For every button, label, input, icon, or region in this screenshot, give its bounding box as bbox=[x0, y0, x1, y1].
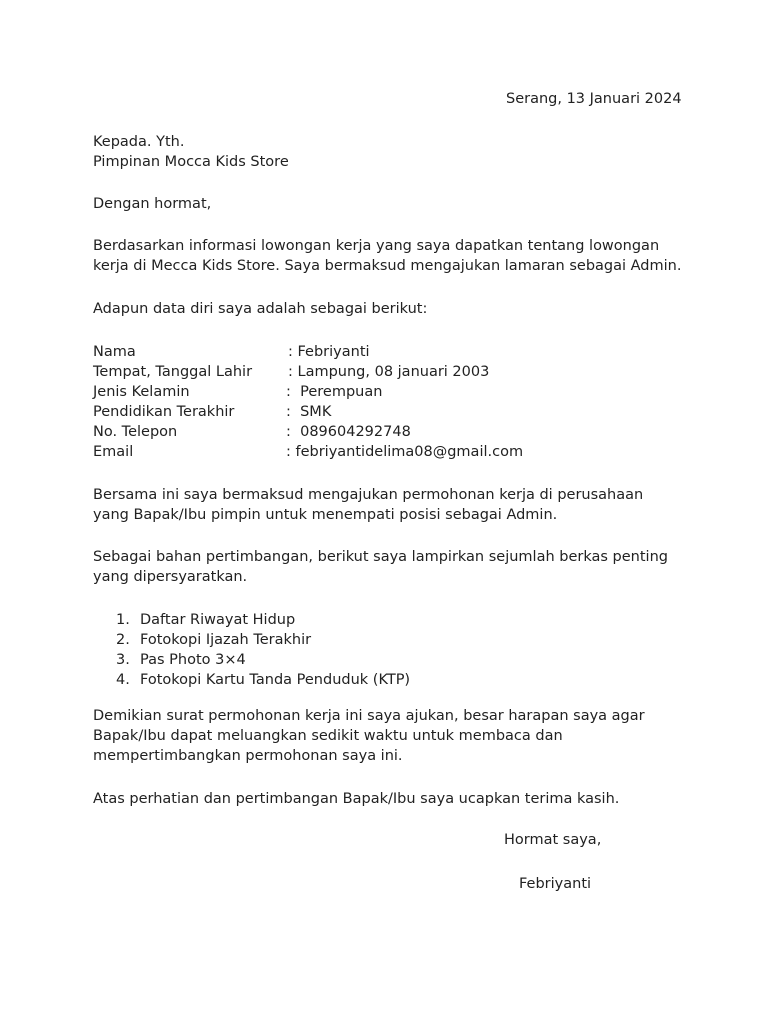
field-value: : SMK bbox=[286, 404, 332, 420]
recipient-block bbox=[93, 132, 693, 172]
field-label: Tempat, Tanggal Lahir bbox=[93, 364, 253, 380]
list-number: 1. bbox=[116, 612, 130, 628]
list-item bbox=[116, 630, 311, 650]
list-number: 2. bbox=[116, 632, 130, 648]
thanks-line: Atas perhatian dan pertimbangan Bapak/Ibu saya ucapkan terima kasih. bbox=[93, 791, 620, 807]
paragraph-line: yang Bapak/Ibu pimpin untuk menempati posisi sebagai Admin. bbox=[93, 507, 558, 523]
closing-paragraph bbox=[93, 706, 693, 766]
list-text: Fotokopi Kartu Tanda Penduduk (KTP) bbox=[140, 672, 411, 688]
sign-off: Hormat saya, bbox=[504, 832, 602, 848]
field-label: No. Telepon bbox=[93, 424, 178, 440]
place-date: Serang, 13 Januari 2024 bbox=[506, 91, 682, 107]
field-label: Jenis Kelamin bbox=[93, 384, 190, 400]
data-intro: Adapun data diri saya adalah sebagai berikut: bbox=[93, 301, 428, 317]
paragraph-line: mempertimbangkan permohonan saya ini. bbox=[93, 748, 403, 764]
field-row-name bbox=[93, 342, 693, 362]
field-label: Pendidikan Terakhir bbox=[93, 404, 235, 420]
list-text: Pas Photo 3×4 bbox=[140, 652, 246, 668]
paragraph-line: Demikian surat permohonan kerja ini saya ajukan, besar harapan saya agar bbox=[93, 708, 645, 724]
list-item bbox=[116, 670, 410, 690]
opening-paragraph bbox=[93, 236, 693, 276]
salutation: Dengan hormat, bbox=[93, 196, 212, 212]
field-value: : 089604292748 bbox=[286, 424, 411, 440]
list-text: Fotokopi Ijazah Terakhir bbox=[140, 632, 312, 648]
paragraph-line: Bersama ini saya bermaksud mengajukan permohonan kerja di perusahaan bbox=[93, 487, 644, 503]
attachments-intro bbox=[93, 547, 693, 587]
list-item bbox=[116, 650, 246, 670]
paragraph-line: Sebagai bahan pertimbangan, berikut saya lampirkan sejumlah berkas penting bbox=[93, 549, 668, 565]
recipient-name: Pimpinan Mocca Kids Store bbox=[93, 154, 289, 170]
list-number: 3. bbox=[116, 652, 130, 668]
paragraph-line: yang dipersyaratkan. bbox=[93, 569, 248, 585]
list-text: Daftar Riwayat Hidup bbox=[140, 612, 296, 628]
field-label: Nama bbox=[93, 344, 136, 360]
recipient-greeting: Kepada. Yth. bbox=[93, 134, 185, 150]
list-item bbox=[116, 610, 295, 630]
paragraph-line: Bapak/Ibu dapat meluangkan sedikit waktu untuk membaca dan bbox=[93, 728, 563, 744]
field-row-birth bbox=[93, 362, 693, 382]
field-value: : febriyantidelima08@gmail.com bbox=[286, 444, 524, 460]
field-row-email bbox=[93, 442, 693, 462]
field-row-gender bbox=[93, 382, 693, 402]
field-value: : Lampung, 08 januari 2003 bbox=[288, 364, 490, 380]
request-paragraph bbox=[93, 485, 693, 525]
signer-name: Febriyanti bbox=[519, 876, 592, 892]
field-row-education bbox=[93, 402, 693, 422]
field-label: Email bbox=[93, 444, 134, 460]
field-value: : Perempuan bbox=[286, 384, 383, 400]
field-row-phone bbox=[93, 422, 693, 442]
field-value: : Febriyanti bbox=[288, 344, 370, 360]
paragraph-line: kerja di Mecca Kids Store. Saya bermaksud mengajukan lamaran sebagai Admin. bbox=[93, 258, 682, 274]
paragraph-line: Berdasarkan informasi lowongan kerja yang saya dapatkan tentang lowongan bbox=[93, 238, 660, 254]
list-number: 4. bbox=[116, 672, 130, 688]
